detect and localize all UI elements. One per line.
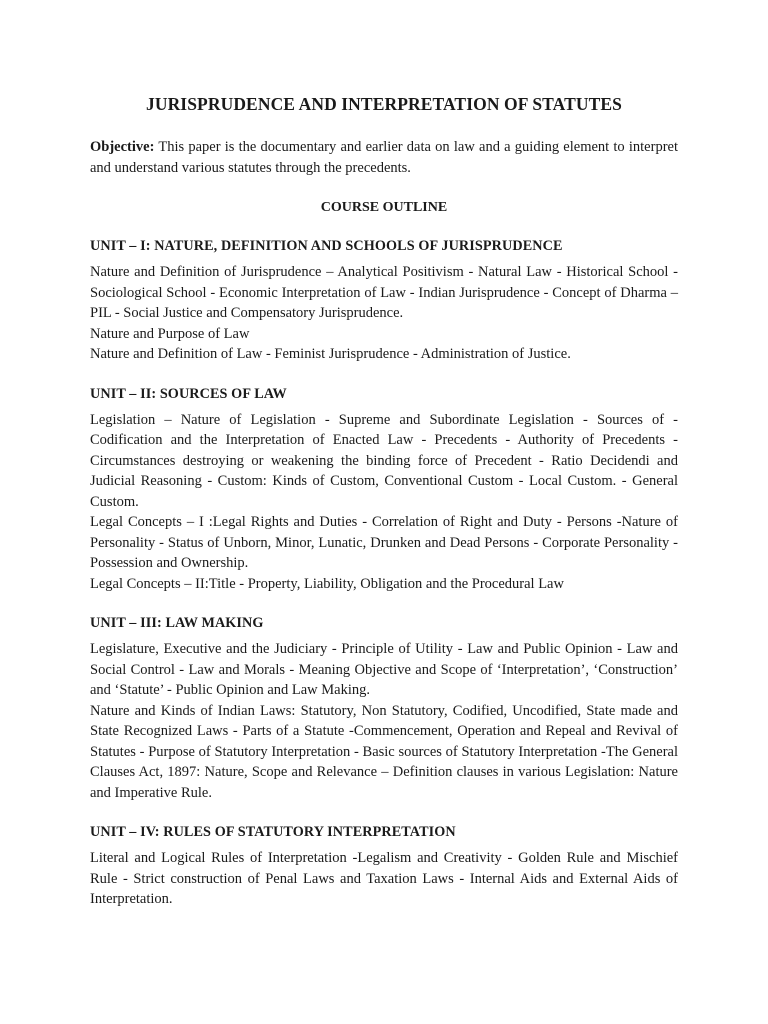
unit-heading: UNIT – IV: RULES OF STATUTORY INTERPRETATION [90, 824, 456, 840]
unit-heading: UNIT – II: SOURCES OF LAW [90, 385, 287, 402]
course-outline-heading: COURSE OUTLINE [320, 200, 448, 215]
document-title: JURISPRUDENCE AND INTERPRETATION OF STATUTES [145, 94, 622, 114]
unit-paragraph: Nature and Definition of Law - Feminist Jurisprudence - Administration of Justice. [90, 346, 571, 362]
objective-label: Objective: [90, 139, 155, 155]
unit-paragraph: Legal Concepts – II:Title - Property, Liability, Obligation and the Procedural Law [90, 575, 564, 592]
unit-section-1 [90, 236, 678, 365]
unit-paragraph: Legislature, Executive and the Judiciary - Principle of Utility - Law and Public Opinion - Law and Social Control - Law and Morals - Meaning Objective and Scope of ‘Interpretation’, ‘Construction’ and ‘Statute’ - Public Opinion and Law Making. [90, 641, 678, 698]
objective-paragraph [90, 137, 678, 179]
unit-section-3 [90, 613, 678, 803]
unit-paragraph: Literal and Logical Rules of Interpretation -Legalism and Creativity - Golden Rule and Mischief Rule - Strict construction of Penal Laws and Taxation Laws - Internal Aids and External Aids of Interpretation. [90, 850, 678, 907]
unit-section-4 [90, 822, 678, 910]
unit-paragraph: Legal Concepts – I :Legal Rights and Duties - Correlation of Right and Duty - Persons -Nature of Personality - Status of Unborn, Minor, Lunatic, Drunken and Dead Persons - Corporate Personality - Possession and Ownership. [90, 514, 678, 571]
unit-section-2 [90, 384, 678, 595]
unit-paragraph: Nature and Kinds of Indian Laws: Statutory, Non Statutory, Codified, Uncodified, State made and State Recognized Laws - Parts of a Statute -Commencement, Operation and Repeal and Revival of Statutes - Purpose of Statutory Interpretation - Basic sources of Statutory Interpretation -The General Clauses Act, 1897: Nature, Scope and Relevance – Definition clauses in various Legislation: Nature and Imperative Rule. [90, 702, 678, 801]
document-page [90, 92, 678, 929]
unit-heading: UNIT – III: LAW MAKING [90, 615, 264, 631]
unit-heading: UNIT – I: NATURE, DEFINITION AND SCHOOLS OF JURISPRUDENCE [90, 238, 563, 254]
unit-paragraph: Nature and Purpose of Law [90, 325, 250, 342]
unit-paragraph: Legislation – Nature of Legislation - Supreme and Subordinate Legislation - Sources of - Codification and the Interpretation of Enacted Law - Precedents - Authority of Precedents - Circumstances destroying or weakening the binding force of Precedent - Ratio Decidendi and Judicial Reasoning - Custom: Kinds of Custom, Conventional Custom - Local Custom. - General Custom. [90, 411, 678, 510]
objective-text: This paper is the documentary and earlier data on law and a guiding element to interpret and understand various statutes through the precedents. [90, 139, 678, 176]
unit-paragraph: Nature and Definition of Jurisprudence – Analytical Positivism - Natural Law - Historical School - Sociological School - Economic Interpretation of Law - Indian Jurisprudence - Concept of Dharma – PIL - Social Justice and Compensatory Jurisprudence. [90, 264, 678, 321]
